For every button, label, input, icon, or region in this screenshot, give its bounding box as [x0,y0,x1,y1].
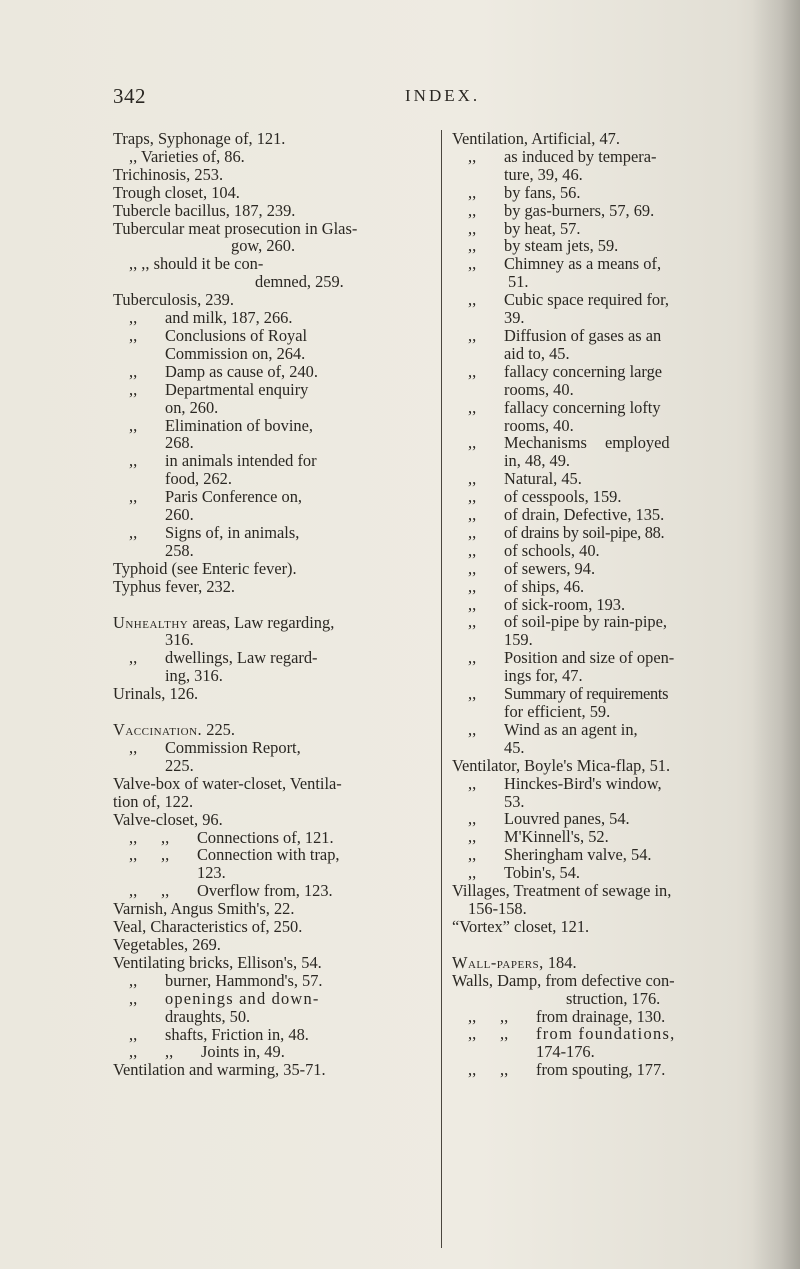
index-entry-cont: rooms, 40. [504,379,574,399]
index-column-left [113,130,435,1079]
ditto-mark: ,, [161,881,170,901]
index-subentry: by heat, 57. [504,218,581,238]
ditto-mark: ,, [468,200,477,220]
ditto-mark: ,, [165,1042,174,1062]
ditto-mark: ,, [129,881,138,901]
index-subentry: by steam jets, 59. [504,236,619,256]
index-subentry: as induced by tempera- [504,146,657,166]
ditto-mark: ,, [129,308,138,328]
page-edge-shadow [752,0,800,1269]
ditto-mark: ,, [129,845,138,865]
ditto-mark: ,, [468,469,477,489]
index-column-right [452,130,732,1079]
index-subentry: openings and down- [165,988,320,1008]
index-entry: Trichinosis, 253. [113,164,224,184]
ditto-mark: ,, [129,361,138,381]
index-entry-cont: ings for, 47. [504,666,583,686]
index-subentry: fallacy concerning lofty [504,397,661,417]
ditto-mark: ,, [468,182,477,202]
index-entry-cont: tion of, 122. [113,791,194,811]
index-entry: Ventilation, Artificial, 47. [452,129,620,148]
index-entry-cont: ture, 39, 46. [504,164,583,184]
index-subentry: Tobin's, 54. [504,863,581,883]
index-subentry: ,, ,, should it be con- [129,254,264,274]
index-subentry: by fans, 56. [504,182,581,202]
index-entry: Tubercle bacillus, 187, 239. [113,200,296,220]
ditto-mark: ,, [468,1024,477,1044]
ditto-mark: ,, [468,863,477,883]
ditto-mark: ,, [129,415,138,435]
index-subentry: Connections of, 121. [197,827,334,847]
column-rule [441,130,442,1248]
index-subentry: of schools, 40. [504,540,600,560]
index-entry: Ventilation and warming, 35-71. [113,1060,326,1080]
ditto-mark: ,, [129,379,138,399]
index-entry: Vaccination. 225. [113,720,235,740]
ditto-mark: ,, [468,612,477,632]
index-subentry: Elimination of bovine, [165,415,313,435]
ditto-mark: ,, [129,1024,138,1044]
index-entry-cont: on, 260. [165,397,219,417]
index-subentry: Paris Conference on, [165,487,302,507]
index-entry: Typhoid (see Enteric fever). [113,558,297,578]
ditto-mark: ,, [500,1024,509,1044]
index-entry: Tubercular meat prosecution in Glas- [113,218,358,238]
ditto-mark: ,, [129,325,138,345]
index-entry: Villages, Treatment of sewage in, [452,881,672,901]
index-subentry: fallacy concerning large [504,361,663,381]
ditto-mark: ,, [468,540,477,560]
index-entry: Varnish, Angus Smith's, 22. [113,899,295,919]
index-entry-cont: 159. [504,630,533,650]
index-entry-cont: 51. [508,272,529,292]
index-entry-cont: 174-176. [536,1042,595,1062]
ditto-mark: ,, [161,827,170,847]
index-subentry: Position and size of open- [504,648,675,668]
index-subentry: of ships, 46. [504,576,585,596]
index-subentry: ,, Varieties of, 86. [129,146,245,166]
index-entry-cont: 123. [197,863,226,883]
index-entry: Unhealthy areas, Law regarding, [113,612,335,632]
index-entry: Tuberculosis, 239. [113,290,234,310]
ditto-mark: ,, [129,487,138,507]
index-entry-cont: demned, 259. [255,272,344,292]
page-header [0,84,800,114]
index-subentry: Natural, 45. [504,469,582,489]
index-entry-cont: aid to, 45. [504,343,570,363]
ditto-mark: ,, [468,684,477,704]
index-entry: Urinals, 126. [113,684,199,704]
index-entry-cont: 260. [165,505,194,525]
index-subentry: of drains by soil-pipe, 88. [504,522,665,542]
index-subentry: by gas-burners, 57, 69. [504,200,655,220]
index-entry: Wall-papers, 184. [452,952,577,972]
ditto-mark: ,, [500,1006,509,1026]
index-entry: “Vortex” closet, 121. [452,916,590,936]
index-entry: Traps, Syphonage of, 121. [113,129,286,148]
index-subentry: Louvred panes, 54. [504,809,630,829]
index-entry-cont: 45. [504,737,525,757]
index-subentry: Departmental enquiry [165,379,309,399]
index-entry: Walls, Damp, from defective con- [452,970,675,990]
index-subentry: Connection with trap, [197,845,340,865]
ditto-mark: ,, [468,845,477,865]
running-head: INDEX. [405,86,481,105]
index-entry-cont: gow, 260. [231,236,296,256]
index-entry-cont: 316. [165,630,194,650]
ditto-mark: ,, [468,254,477,274]
index-subentry: in animals intended for [165,451,317,471]
ditto-mark: ,, [468,522,477,542]
ditto-mark: ,, [468,146,477,166]
page-number: 342 [113,84,146,108]
ditto-mark: ,, [468,433,477,453]
ditto-mark: ,, [468,719,477,739]
index-entry-cont: for efficient, 59. [504,702,611,721]
ditto-mark: ,, [468,576,477,596]
index-entry: Trough closet, 104. [113,182,240,202]
index-subentry: Diffusion of gases as an [504,325,662,345]
index-subentry: Cubic space required for, [504,290,670,310]
ditto-mark: ,, [468,361,477,381]
index-entry-cont: Commission on, 264. [165,343,306,363]
index-subentry: from spouting, 177. [536,1060,666,1080]
index-subentry: Sheringham valve, 54. [504,845,652,865]
ditto-mark: ,, [129,970,138,990]
entry-heading: Unhealthy [113,612,189,632]
index-subentry: of sick-room, 193. [504,594,626,614]
ditto-mark: ,, [468,487,477,507]
ditto-mark: ,, [468,290,477,310]
index-subentry: Chimney as a means of, [504,254,662,274]
index-entry-cont: draughts, 50. [165,1006,251,1026]
ditto-mark: ,, [468,594,477,614]
index-subentry: Damp as cause of, 240. [165,361,318,381]
ditto-mark: ,, [161,845,170,865]
ditto-mark: ,, [468,827,477,847]
ditto-mark: ,, [468,1060,477,1080]
index-entry: Valve-box of water-closet, Ventila- [113,773,342,793]
index-subentry: Joints in, 49. [201,1042,285,1062]
index-entry: Vegetables, 269. [113,934,221,954]
ditto-mark: ,, [129,1042,138,1062]
index-entry-cont: food, 262. [165,469,232,489]
ditto-mark: ,, [129,988,138,1008]
ditto-mark: ,, [500,1060,509,1080]
index-entry-cont: rooms, 40. [504,415,574,435]
index-entry: Typhus fever, 232. [113,576,236,596]
index-subentry: shafts, Friction in, 48. [165,1024,309,1044]
index-entry-cont: 225. [165,755,194,775]
index-subentry: burner, Hammond's, 57. [165,970,323,990]
ditto-mark: ,, [468,218,477,238]
index-subentry: Wind as an agent in, [504,719,638,739]
index-entry: Valve-closet, 96. [113,809,223,829]
ditto-mark: ,, [468,505,477,525]
ditto-mark: ,, [129,522,138,542]
index-entry-cont: 53. [504,791,525,811]
index-subentry: Hinckes-Bird's window, [504,773,662,793]
ditto-mark: ,, [468,648,477,668]
ditto-mark: ,, [129,827,138,847]
index-entry: Veal, Characteristics of, 250. [113,917,303,937]
index-entry-cont: 156-158. [468,898,527,918]
index-entry-cont: in, 48, 49. [504,451,571,471]
index-subentry: Signs of, in animals, [165,522,300,542]
index-subentry: and milk, 187, 266. [165,308,293,328]
index-subentry: Summary of requirements [504,684,669,704]
index-subentry: M'Kinnell's, 52. [504,827,609,847]
index-subentry: Commission Report, [165,738,301,757]
index-entry-cont: ing, 316. [165,666,223,686]
entry-heading: Wall-papers, [452,952,544,972]
index-subentry: of sewers, 94. [504,558,596,578]
index-entry-cont: 268. [165,433,194,453]
index-subentry: of cesspools, 159. [504,487,622,507]
index-subentry: Overflow from, 123. [197,881,333,901]
ditto-mark: ,, [468,773,477,793]
index-subentry: from drainage, 130. [536,1006,666,1026]
index-subentry: dwellings, Law regard- [165,648,318,668]
index-subentry: from foundations, [536,1024,676,1044]
index-subentry: of drain, Defective, 135. [504,505,665,525]
ditto-mark: ,, [129,648,138,668]
entry-heading: Vaccination. [113,720,203,740]
index-subentry: Conclusions of Royal [165,325,308,345]
index-subentry: Mechanisms employed [504,433,670,453]
index-entry-cont: struction, 176. [566,988,661,1008]
ditto-mark: ,, [468,1006,477,1026]
ditto-mark: ,, [129,451,138,471]
ditto-mark: ,, [468,325,477,345]
index-subentry: of soil-pipe by rain-pipe, [504,612,667,632]
ditto-mark: ,, [468,809,477,829]
ditto-mark: ,, [468,397,477,417]
index-entry-cont: 39. [504,308,525,328]
index-entry-cont: 258. [165,540,194,560]
ditto-mark: ,, [468,558,477,578]
ditto-mark: ,, [468,236,477,256]
index-entry: Ventilating bricks, Ellison's, 54. [113,952,322,972]
ditto-mark: ,, [129,738,138,757]
index-entry: Ventilator, Boyle's Mica-flap, 51. [452,755,671,775]
